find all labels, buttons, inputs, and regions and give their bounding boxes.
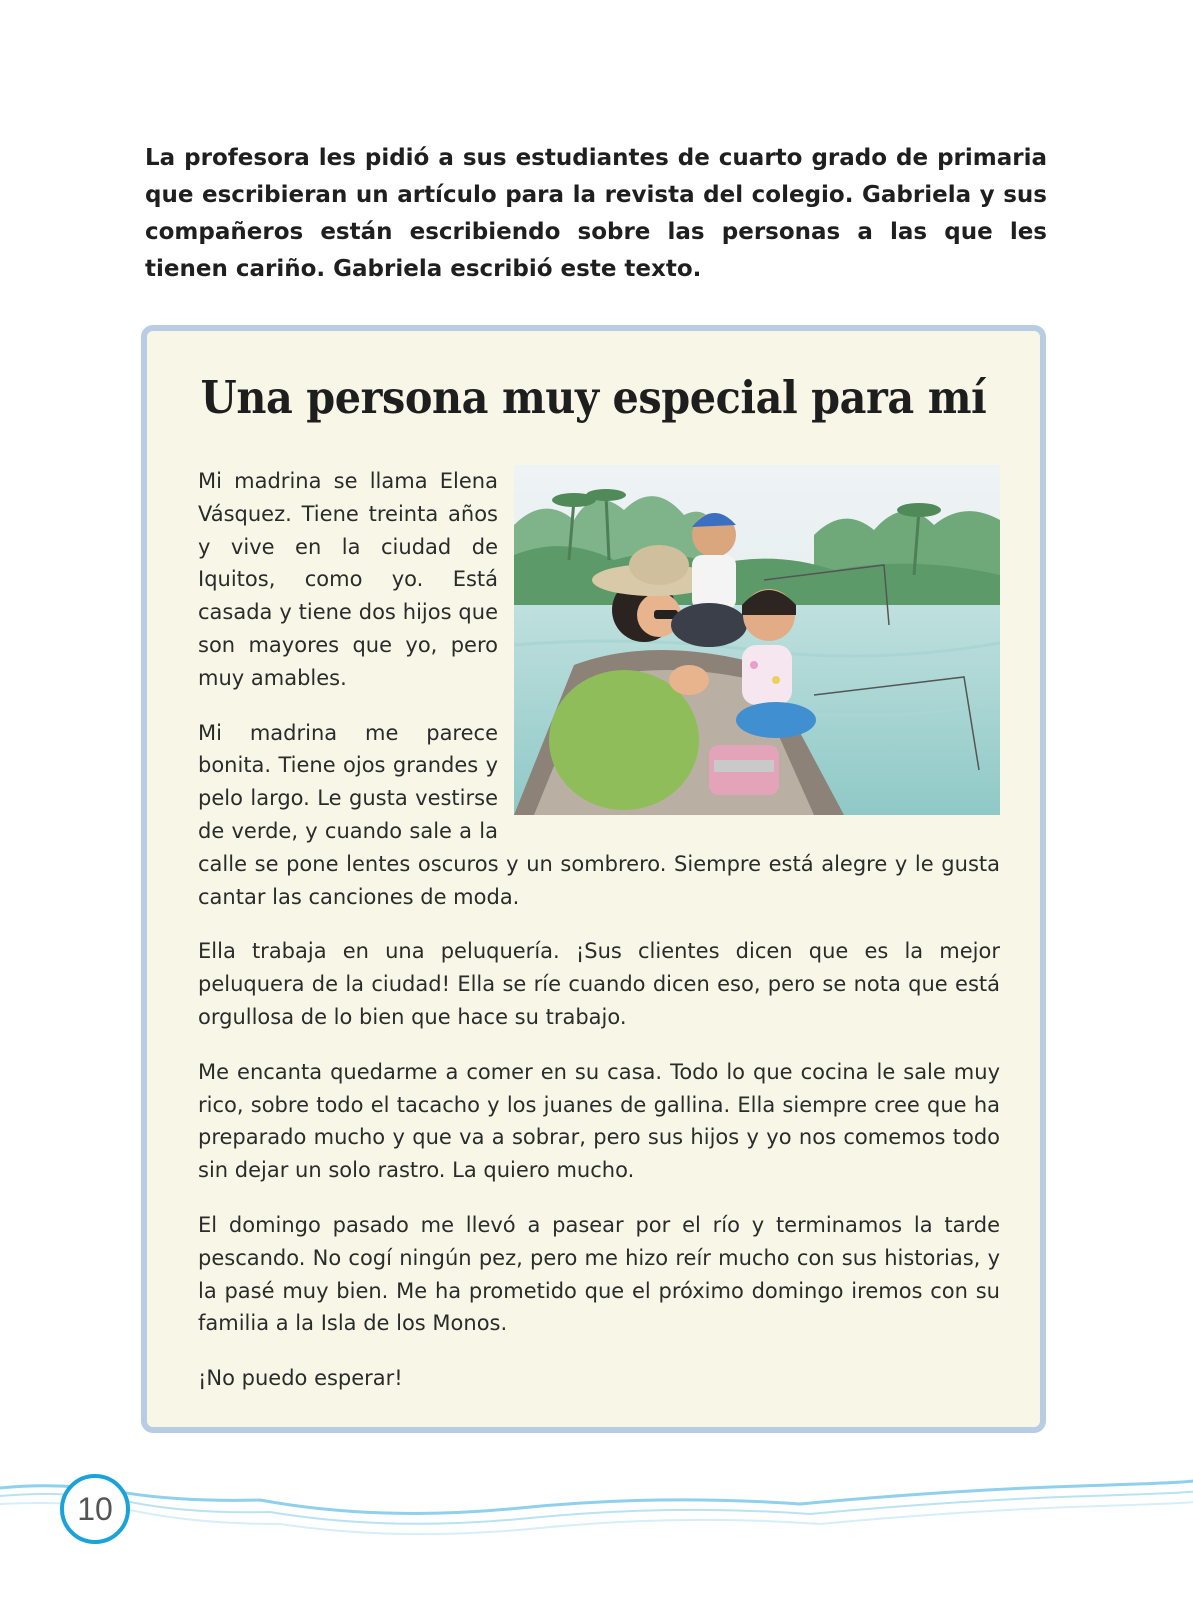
paragraph-5: El domingo pasado me llevó a pasear por el río y terminamos la tarde pescando. No cogí ningún pez, pero me hizo reír mucho con sus historias, y la pasé muy bien. Me ha prometido que el próximo domingo iremos con su familia a la Isla de los Monos. [198, 1212, 1000, 1336]
page-number: 10 [60, 1474, 130, 1544]
paragraph-4: Me encanta quedarme a comer en su casa. Todo lo que cocina le sale muy rico, sobre todo el tacacho y los juanes de gallina. Ella siempre cree que ha preparado mucho y que va a sobrar, pero sus hijos y yo nos comemos todo sin dejar un solo rastro. La quiero mucho. [198, 1059, 1000, 1183]
intro-paragraph: La profesora les pidió a sus estudiantes de cuarto grado de primaria que escribieran un artículo para la revista del colegio. Gabriela y sus compañeros están escribiendo sobre las personas a las que les tienen cariño. Gabriela escribió este texto. [145, 145, 1047, 282]
article-title: Una persona muy especial para mí [200, 371, 987, 424]
paragraph-3: Ella trabaja en una peluquería. ¡Sus clientes dicen que es la mejor peluquera de la ciudad! Ella se ríe cuando dicen eso, pero se nota que está orgullosa de lo bien que hace su trabajo. [198, 939, 1000, 1029]
paragraph-2: Mi madrina me parece bonita. Tiene ojos grandes y pelo largo. Le gusta vestirse de verde, y cuando sale a la calle se pone lentes oscuros y un sombrero. Siempre está alegre y le gusta cantar las canciones de moda. [198, 720, 1000, 909]
fishing-boat-illustration [514, 465, 1000, 815]
article-card [141, 325, 1046, 1433]
article-body [198, 465, 1000, 1395]
paragraph-1: Mi madrina se llama Elena Vásquez. Tiene treinta años y vive en la ciudad de Iquitos, como yo. Está casada y tiene dos hijos que son mayores que yo, pero muy amables. [198, 469, 498, 690]
wave-decoration [0, 1460, 1193, 1570]
paragraph-6: ¡No puedo esperar! [198, 1366, 403, 1391]
